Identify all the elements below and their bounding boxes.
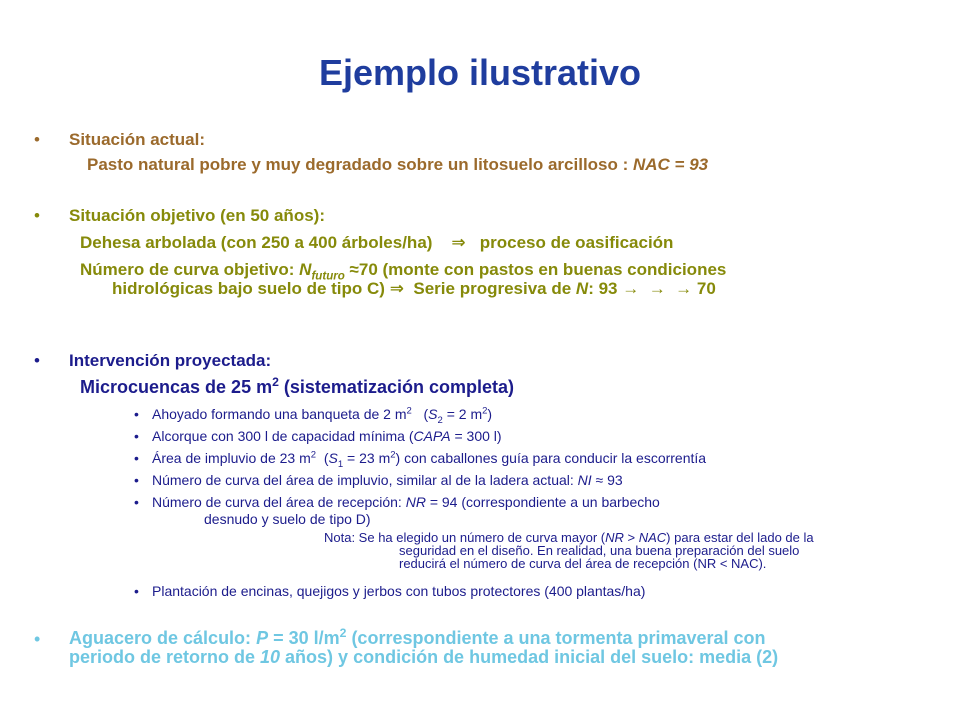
intervencion-heading: Intervención proyectada: <box>69 351 272 370</box>
bullet: • <box>34 351 40 370</box>
situacion-objetivo-line1: Dehesa arbolada (con 250 a 400 árboles/ha) ⇒ proceso de oasificación <box>80 233 674 252</box>
aguacero-text: Aguacero de cálculo: P = 30 $l/m^2$ (correspondiente a una tormenta primaveral con periodo de retorno de 10 años) y condición de humedad inicial del suelo: media (2) <box>69 626 779 667</box>
bullet: • <box>34 130 40 149</box>
intervencion-subheading: Microcuencas de 25 $m^2$ (sistematización completa) <box>80 375 514 397</box>
list-item: Número de curva del área de recepción: NR = 94 (correspondiente a un barbecho desnudo y suelo de tipo D) <box>152 494 660 527</box>
situacion-objetivo-curva: Número de curva objetivo: $N_{futuro} \approx 70$ (monte con pastos en buenas condiciones hidrológicas bajo suelo de tipo C) ⇒ Serie progresiva de N: 93 → → → 70 <box>80 260 727 298</box>
nota: Nota: Se ha elegido un número de curva mayor (NR > NAC) para estar del lado de la seguridad en el diseño. En realidad, una buena preparación del suelo reducirá el número de curva del área de recepción (NR < NAC). <box>324 530 814 571</box>
situacion-objetivo-heading: Situación objetivo (en 50 años): <box>69 206 325 225</box>
bullet: • <box>34 629 41 649</box>
list-item: Plantación de encinas, quejigos y jerbos con tubos protectores (400 plantas/ha) <box>152 583 646 599</box>
list-item: Área de impluvio de 23 $m^2$ ($S_1 = 23$ $m^2$) con caballones guía para conducir la escorrentía <box>152 449 707 470</box>
page-title: Ejemplo ilustrativo <box>318 52 642 93</box>
bullet: • <box>134 450 139 466</box>
bullet: • <box>134 472 139 488</box>
list-item: Número de curva del área de impluvio, similar al de la ladera actual: NI ≈ 93 <box>152 472 623 488</box>
bullet: • <box>134 406 139 422</box>
bullet: • <box>134 494 139 510</box>
bullet: • <box>134 428 139 444</box>
bullet: • <box>34 206 40 225</box>
bullet: • <box>134 583 139 599</box>
list-item: Alcorque con 300 l de capacidad mínima (CAPA = 300 l) <box>152 428 502 444</box>
list-item: Ahoyado formando una banqueta de 2 $m^2$ ($S_2 = 2$ $m^2$) <box>152 405 493 426</box>
situacion-actual-heading: Situación actual: <box>69 130 206 149</box>
situacion-actual-text: Pasto natural pobre y muy degradado sobre un litosuelo arcilloso : NAC = 93 <box>87 155 709 174</box>
